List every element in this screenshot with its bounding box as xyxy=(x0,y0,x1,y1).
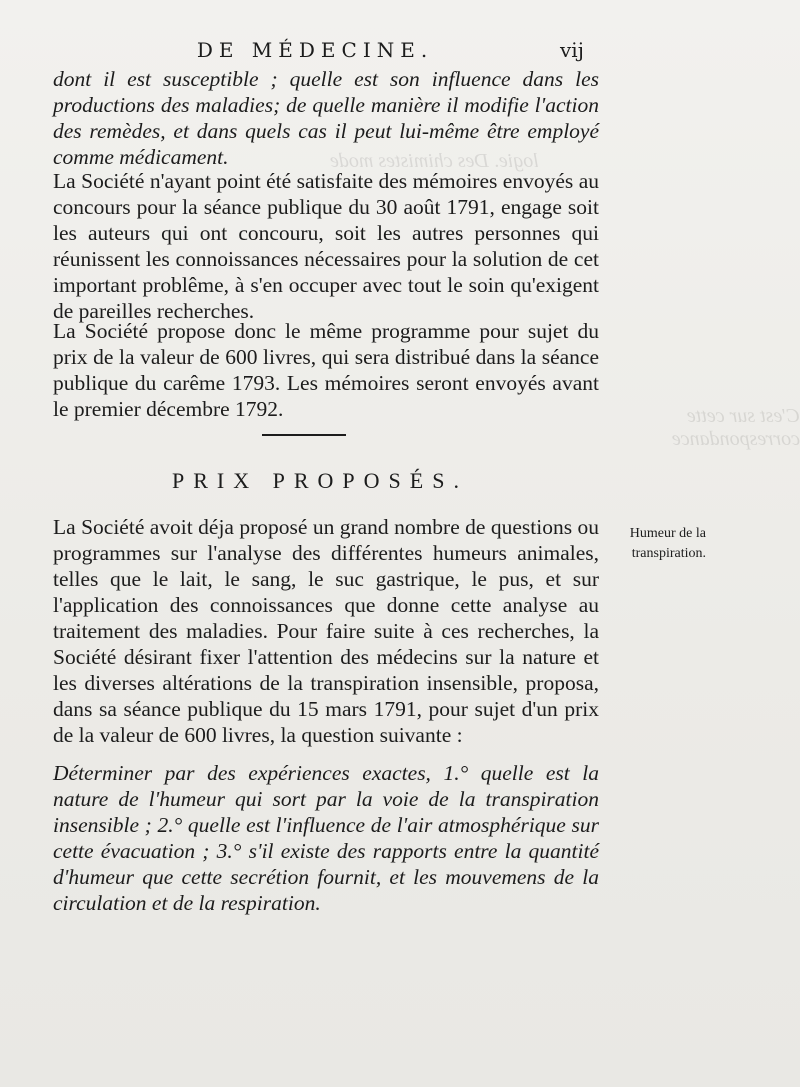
paragraph-continuation xyxy=(53,66,599,170)
paragraph-concours xyxy=(53,168,599,324)
section-heading: PRIX PROPOSÉS. xyxy=(172,468,468,493)
paragraph-text: dont il est susceptible ; quelle est son influence dans les productions des maladies; de quelle manière il modifie l'action des remèdes, et dans quels cas il peut lui-même être employé comme médicament. xyxy=(53,67,599,169)
show-through-text: logie. Des chimistes mode xyxy=(330,150,539,172)
paragraph-text: La Société propose donc le même programme pour sujet du prix de la valeur de 600 livres, qui sera distribué dans la séance publique du carême 1793. Les mémoires seront envoyés avant le premier décembre 1792. xyxy=(53,319,599,421)
show-through-text: C'est sur cette correspondance xyxy=(671,405,800,450)
paragraph-question xyxy=(53,760,599,916)
paragraph-prix xyxy=(53,514,599,748)
margin-note: Humeur de la transpiration. xyxy=(629,526,706,561)
running-head: DE MÉDECINE. xyxy=(196,38,434,62)
paragraph-programme xyxy=(53,318,599,422)
paragraph-text: Déterminer par des expériences exactes, 1.° quelle est la nature de l'humeur qui sort par la voie de la transpiration insensible ; 2.° quelle est l'influence de l'air atmosphérique sur cette évacuation ; 3.° s'il existe des rapports entre la quantité d'humeur que cette secrétion fournit, et les mouvemens de la circulation et de la respiration. xyxy=(53,761,599,915)
section-divider xyxy=(262,434,346,436)
page-number: vij xyxy=(560,38,584,62)
paragraph-text: La Société n'ayant point été satisfaite des mémoires envoyés au concours pour la séance publique du 30 août 1791, engage soit les auteurs qui ont concouru, soit les autres personnes qui réunissent les connoissances nécessaires pour la solution de cet important problême, à s'en occuper avec tout le soin qu'exigent de pareilles recherches. xyxy=(53,169,599,323)
paragraph-text: La Société avoit déja proposé un grand nombre de questions ou programmes sur l'analyse des différentes humeurs animales, telles que le lait, le sang, le suc gastrique, le pus, et sur l'application des connoissances que donne cette analyse au traitement des maladies. Pour faire suite à ces recherches, la Société désirant fixer l'attention des médecins sur la nature et les diverses altérations de la transpiration insensible, proposa, dans sa séance publique du 15 mars 1791, pour sujet d'un prix de la valeur de 600 livres, la question suivante : xyxy=(53,515,599,747)
